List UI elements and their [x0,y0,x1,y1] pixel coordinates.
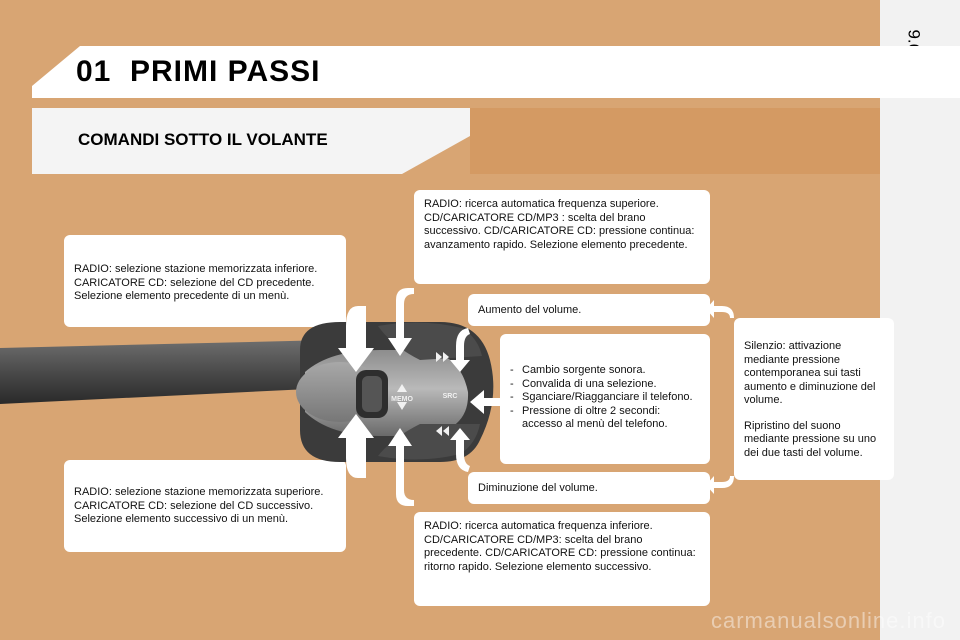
source-item: - Sganciare/Riagganciare il telefono. [510,391,700,405]
box-seek-down-text: RADIO: ricerca automatica frequenza inferiore. CD/CARICATORE CD/MP3: scelta del brano precedente. CD/CARICATORE CD: pressione continua: ritorno rapido. Selezione elemento successivo. [424,520,696,573]
src-label: SRC [442,393,458,400]
source-item: - Convalida di una selezione. [510,378,700,392]
mute-text: Silenzio: attivazione mediante pressione contemporanea sui tasti aumento e diminuzione del volume. [744,340,876,406]
memo-label: MEMO [391,396,413,403]
chapter-title: PRIMI PASSI [130,55,321,88]
stalk-body [0,340,330,404]
source-item: - Pressione di oltre 2 secondi: accesso al menù del telefono. [510,405,700,432]
section-title: COMANDI SOTTO IL VOLANTE [78,130,328,149]
box-memo-previous-text: RADIO: selezione stazione memorizzata inferiore. CARICATORE CD: selezione del CD precedente. Selezione elemento precedente di un menù. [74,263,318,302]
box-memo-next-text: RADIO: selezione stazione memorizzata superiore. CARICATORE CD: selezione del CD successivo. Selezione elemento successivo di un menù. [74,486,324,525]
arrow-mute-top [706,300,734,318]
box-volume-up-text: Aumento del volume. [478,304,582,316]
box-volume-down-text: Diminuzione del volume. [478,482,598,494]
watermark: carmanualsonline.info [710,608,946,633]
box-seek-up-text: RADIO: ricerca automatica frequenza superiore. CD/CARICATORE CD/MP3 : scelta del brano successivo. CD/CARICATORE CD: pressione continua: avanzamento rapido. Selezione elemento precedente. [424,198,695,251]
source-item: - Cambio sorgente sonora. [510,364,700,378]
arrow-mute-bottom [706,476,734,494]
restore-text: Ripristino del suono mediante pressione su uno dei due tasti del volume. [744,419,877,459]
chapter-number: 01 [76,55,112,88]
